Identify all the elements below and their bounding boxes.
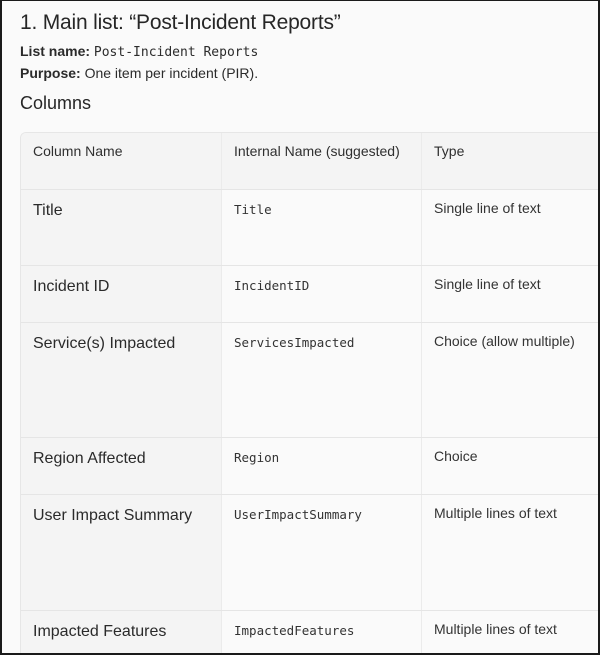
columns-table bbox=[20, 132, 600, 655]
header-column-name: Column Name bbox=[21, 133, 222, 189]
cell-column-name: Region Affected bbox=[21, 438, 222, 494]
header-internal-name: Internal Name (suggested) bbox=[222, 133, 422, 189]
table-row bbox=[21, 190, 600, 266]
table-header-row bbox=[21, 133, 600, 190]
header-type: Type bbox=[422, 133, 600, 189]
cell-type: Choice bbox=[422, 438, 600, 494]
purpose-value: One item per incident (PIR). bbox=[84, 65, 259, 81]
cell-type: Single line of text bbox=[422, 266, 600, 322]
cell-internal-name: UserImpactSummary bbox=[222, 495, 422, 610]
cell-internal-name: Title bbox=[222, 190, 422, 265]
cell-internal-name: IncidentID bbox=[222, 266, 422, 322]
list-name-label: List name: bbox=[20, 43, 91, 59]
cell-column-name: Impacted Features bbox=[21, 611, 222, 655]
cell-type: Single line of text bbox=[422, 190, 600, 265]
table-row bbox=[21, 323, 600, 438]
cell-column-name: User Impact Summary bbox=[21, 495, 222, 610]
cell-type: Choice (allow multiple) bbox=[422, 323, 600, 437]
table-row bbox=[21, 266, 600, 323]
cell-column-name: Incident ID bbox=[21, 266, 222, 322]
section-heading: 1. Main list: “Post-Incident Reports” bbox=[20, 11, 341, 34]
table-row bbox=[21, 611, 600, 655]
cell-type: Multiple lines of text bbox=[422, 495, 600, 610]
cell-internal-name: ServicesImpacted bbox=[222, 323, 422, 437]
cell-internal-name: ImpactedFeatures bbox=[222, 611, 422, 655]
cell-internal-name: Region bbox=[222, 438, 422, 494]
cell-type: Multiple lines of text bbox=[422, 611, 600, 655]
list-name-value: Post-Incident Reports bbox=[93, 45, 259, 60]
list-name-line bbox=[20, 43, 258, 60]
table-row bbox=[21, 438, 600, 495]
cell-column-name: Title bbox=[21, 190, 222, 265]
columns-subheading: Columns bbox=[20, 93, 92, 113]
purpose-label: Purpose: bbox=[20, 65, 81, 81]
table-row bbox=[21, 495, 600, 611]
purpose-line bbox=[20, 65, 258, 81]
cell-column-name: Service(s) Impacted bbox=[21, 323, 222, 437]
